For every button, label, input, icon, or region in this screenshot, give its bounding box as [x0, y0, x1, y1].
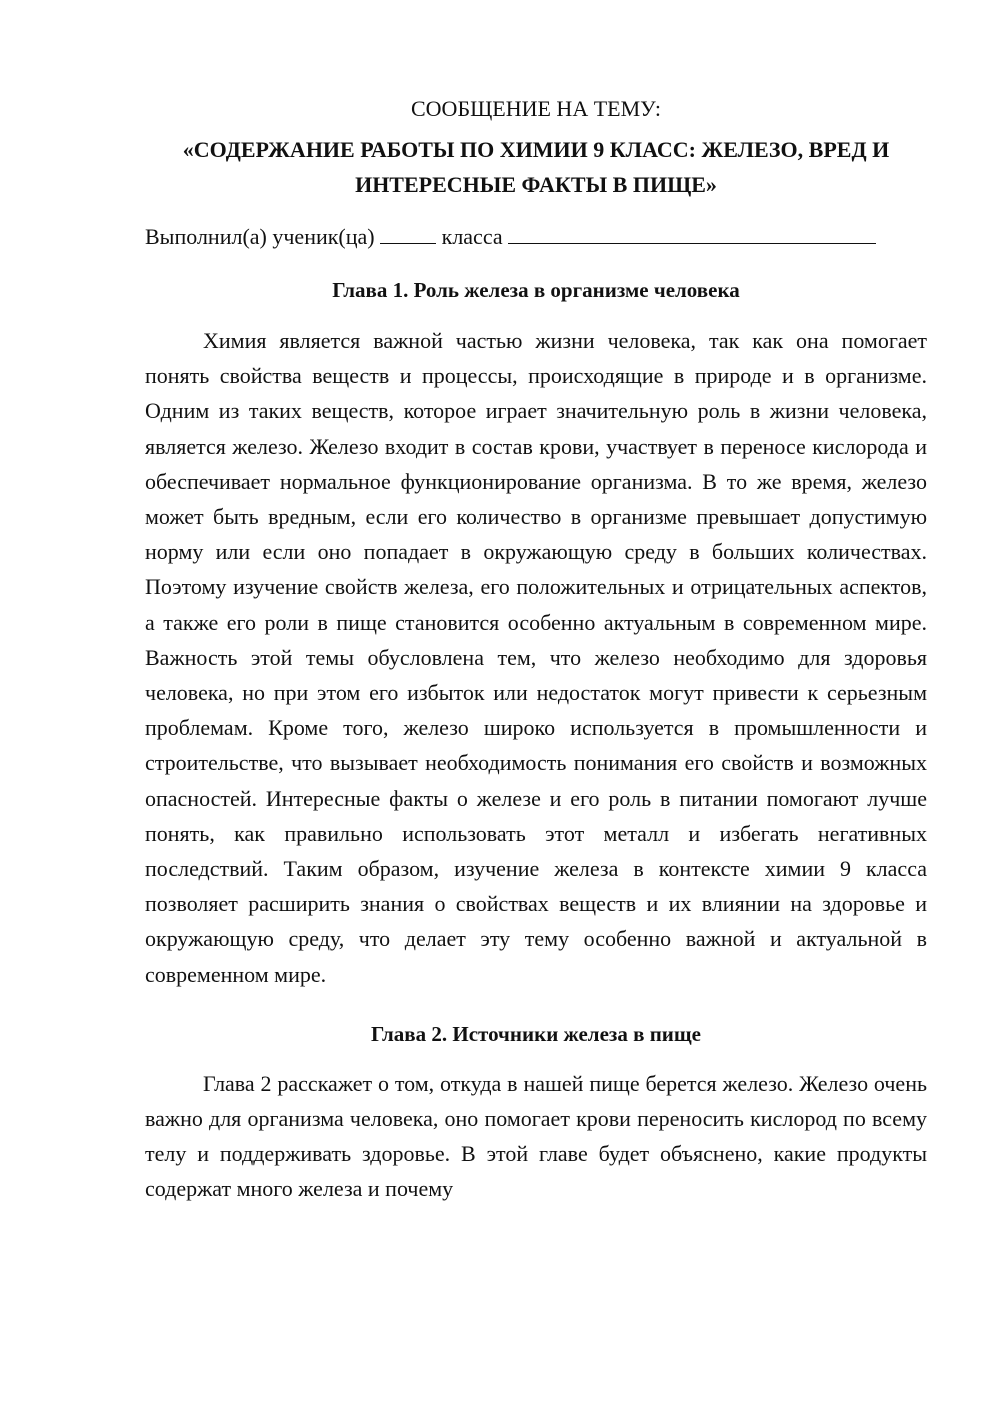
chapter-1-paragraph: Химия является важной частью жизни человека, так как она помогает понять свойства веществ и процессы, происходящие в природе и в организме. Одним из таких веществ, которое играет значительную роль в жизни человека, является железо. Железо входит в состав крови, участвует в переносе кислорода и обеспечивает нормальное функционирование организма. В то же время, железо может быть вредным, если его количество в организме превышает допустимую норму или если оно попадает в окружающую среду в больших количествах. Поэтому изучение свойств железа, его положительных и отрицательных аспектов, а также его роли в пище становится особенно актуальным в современном мире. Важность этой темы обусловлена тем, что железо необходимо для здоровья человека, но при этом его избыток или недостаток могут привести к серьезным проблемам. Кроме того, железо широко используется в промышленности и строительстве, что вызывает необходимость понимания его свойств и возможных опасностей. Интересные факты о железе и его роль в питании помогают лучше понять, как правильно использовать этот металл и избегать негативных последствий. Таким образом, изучение железа в контексте химии 9 класса позволяет расширить знания о свойствах веществ и их влиянии на здоровье и окружающую среду, что делает эту тему особенно важной и актуальной в современном мире. — [145, 328, 927, 987]
document-page — [145, 92, 927, 1207]
document-header: СООБЩЕНИЕ НА ТЕМУ: — [411, 96, 661, 121]
chapter-1-heading: Глава 1. Роль железа в организме человека — [332, 278, 740, 302]
author-prefix: Выполнил(а) ученик(ца) — [145, 224, 375, 249]
author-line — [145, 220, 927, 254]
chapter-2-heading: Глава 2. Источники железа в пище — [371, 1021, 701, 1046]
title-line-2: ИНТЕРЕСНЫЕ ФАКТЫ В ПИЩЕ» — [355, 172, 717, 197]
title-line-1: «СОДЕРЖАНИЕ РАБОТЫ ПО ХИМИИ 9 КЛАСС: ЖЕЛЕЗО, ВРЕД И — [182, 137, 890, 162]
chapter-2-paragraph: Глава 2 расскажет о том, откуда в нашей пище берется железо. Железо очень важно для организма человека, оно помогает крови переносить кислород по всему телу и поддерживать здоровье. В этой главе будет объяснено, какие продукты содержат много железа и почему — [145, 1070, 927, 1202]
document-title — [145, 132, 927, 202]
grade-blank — [380, 221, 436, 244]
name-blank — [508, 221, 876, 244]
author-middle: класса — [441, 224, 503, 249]
